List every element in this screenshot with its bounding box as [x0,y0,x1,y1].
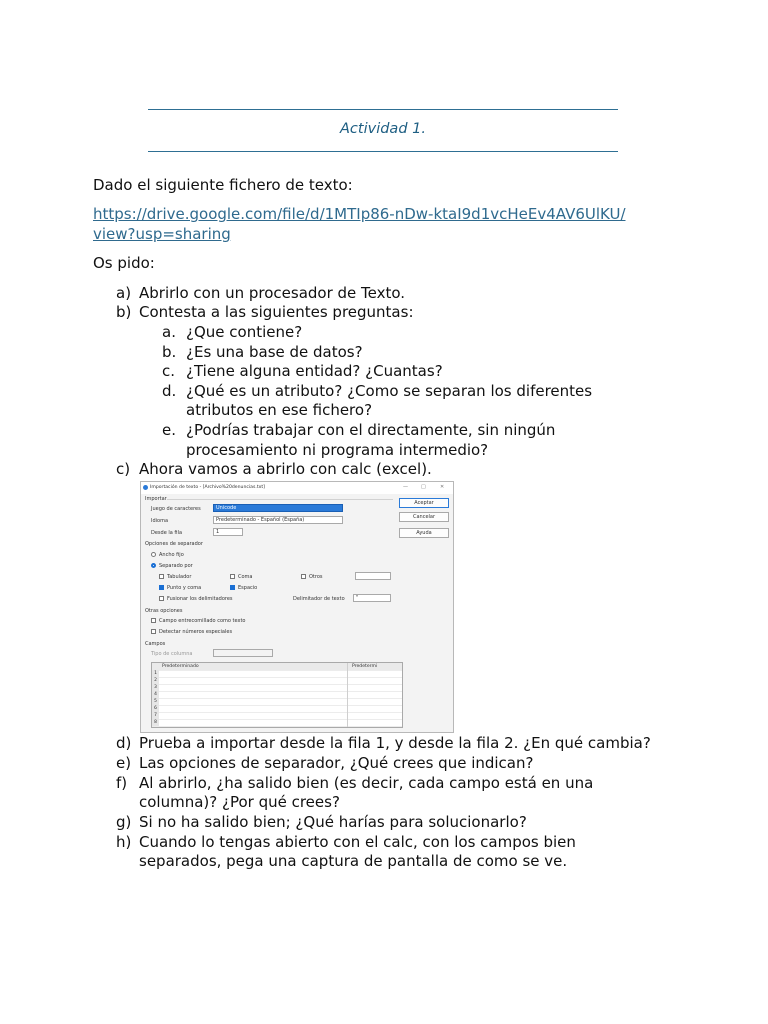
separated-by-radio [151,563,156,568]
text-delim-value: " [356,595,359,601]
subitem-b-marker: b. [162,343,177,361]
subitem-e-text: ¿Podrías trabajar con el directamente, sin ningún [186,421,556,439]
merge-delims-label: Fusionar los delimitadores [167,596,233,602]
language-label: Idioma [151,518,169,524]
help-button: Ayuda [399,528,449,538]
dialog-title: Importación de texto - [Archivo%20denuncias.txt] [150,485,265,490]
drive-link[interactable]: https://drive.google.com/file/d/1MTIp86-nDw-ktaI9d1vcHeEv4AV6UlKU/ [93,205,626,223]
charset-value: Unicode [216,505,237,511]
item-b-text: Contesta a las siguientes preguntas: [139,303,414,321]
comma-checkbox [230,574,235,579]
other-options-label: Otras opciones [145,608,183,614]
page-title: Actividad 1. [340,121,426,137]
column-type-select [213,649,273,657]
item-a-marker: a) [116,284,132,302]
subitem-e-text-cont: procesamiento ni programa intermedio? [186,441,489,459]
from-row-value: 1 [216,529,220,535]
tab-checkbox [159,574,164,579]
item-h-marker: h) [116,833,132,851]
space-label: Espacio [238,585,258,591]
item-b-marker: b) [116,303,132,321]
item-f-text: Al abrirlo, ¿ha salido bien (es decir, cada campo está en una [139,774,594,792]
item-c-marker: c) [116,460,131,478]
space-checkbox [230,585,235,590]
title-rule-top [148,109,618,110]
preview-col1-header: Predeterminado [162,664,199,669]
language-value: Predeterminado - Español (España) [216,517,305,523]
item-h-text-cont: separados, pega una captura de pantalla de como se ve. [139,852,568,870]
import-section-label: Importar [145,496,167,502]
title-rule-bottom [148,151,618,152]
intro-text: Dado el siguiente fichero de texto: [93,176,353,194]
ask-text: Os pido: [93,254,155,272]
text-delim-label: Delimitador de texto [293,596,345,602]
semicolon-label: Punto y coma [167,585,202,591]
other-input [355,572,391,580]
drive-link-cont[interactable]: view?usp=sharing [93,225,231,243]
item-h-text: Cuando lo tengas abierto con el calc, con los campos bien [139,833,576,851]
column-type-label: Tipo de columna [151,651,193,657]
quoted-text-label: Campo entrecomillado como texto [159,618,246,624]
semicolon-checkbox [159,585,164,590]
sep-options-label: Opciones de separador [145,541,203,547]
item-c-text: Ahora vamos a abrirlo con calc (excel). [139,460,432,478]
other-label: Otros [309,574,323,580]
item-g-marker: g) [116,813,132,831]
app-icon [143,485,148,490]
preview-col-divider [347,663,348,728]
item-g-text: Si no ha salido bien; ¿Qué harías para solucionarlo? [139,813,527,831]
text-delim-select [353,594,391,602]
preview-col2-header: Predetermi [352,664,378,669]
item-d-text: Prueba a importar desde la fila 1, y desde la fila 2. ¿En qué cambia? [139,734,651,752]
item-f-text-cont: columna)? ¿Por qué crees? [139,793,340,811]
from-row-label: Desde la fila [151,530,183,536]
item-a-text: Abrirlo con un procesador de Texto. [139,284,406,302]
import-divider [167,499,393,500]
ok-button: Aceptar [399,498,449,508]
fixed-width-label: Ancho fijo [159,552,184,558]
maximize-icon: □ [421,484,426,490]
subitem-c-text: ¿Tiene alguna entidad? ¿Cuantas? [186,362,443,380]
charset-label: Juego de caracteres [151,506,201,512]
subitem-a-text: ¿Que contiene? [186,323,303,341]
item-d-marker: d) [116,734,132,752]
fixed-width-radio [151,552,156,557]
close-icon: ✕ [440,484,445,490]
subitem-d-text: ¿Qué es un atributo? ¿Como se separan los diferentes [186,382,593,400]
subitem-c-marker: c. [162,362,176,380]
item-e-text: Las opciones de separador, ¿Qué crees que indican? [139,754,534,772]
minimize-icon: — [403,484,408,490]
item-e-marker: e) [116,754,132,772]
separated-by-label: Separado por [159,563,193,569]
tab-label: Tabulador [167,574,192,580]
subitem-d-text-cont: atributos en ese fichero? [186,401,373,419]
merge-delims-checkbox [159,596,164,601]
import-dialog-screenshot [140,481,454,733]
subitem-e-marker: e. [162,421,176,439]
detect-special-checkbox [151,629,156,634]
detect-special-label: Detectar números especiales [159,629,233,635]
other-checkbox [301,574,306,579]
comma-label: Coma [238,574,253,580]
subitem-a-marker: a. [162,323,176,341]
fields-label: Campos [145,641,166,647]
preview-table: Predeterminado Predetermi 1 2 3 4 5 6 7 8 [151,662,403,728]
subitem-b-text: ¿Es una base de datos? [186,343,363,361]
cancel-button: Cancelar [399,512,449,522]
subitem-d-marker: d. [162,382,177,400]
item-f-marker: f) [116,774,128,792]
quoted-text-checkbox [151,618,156,623]
